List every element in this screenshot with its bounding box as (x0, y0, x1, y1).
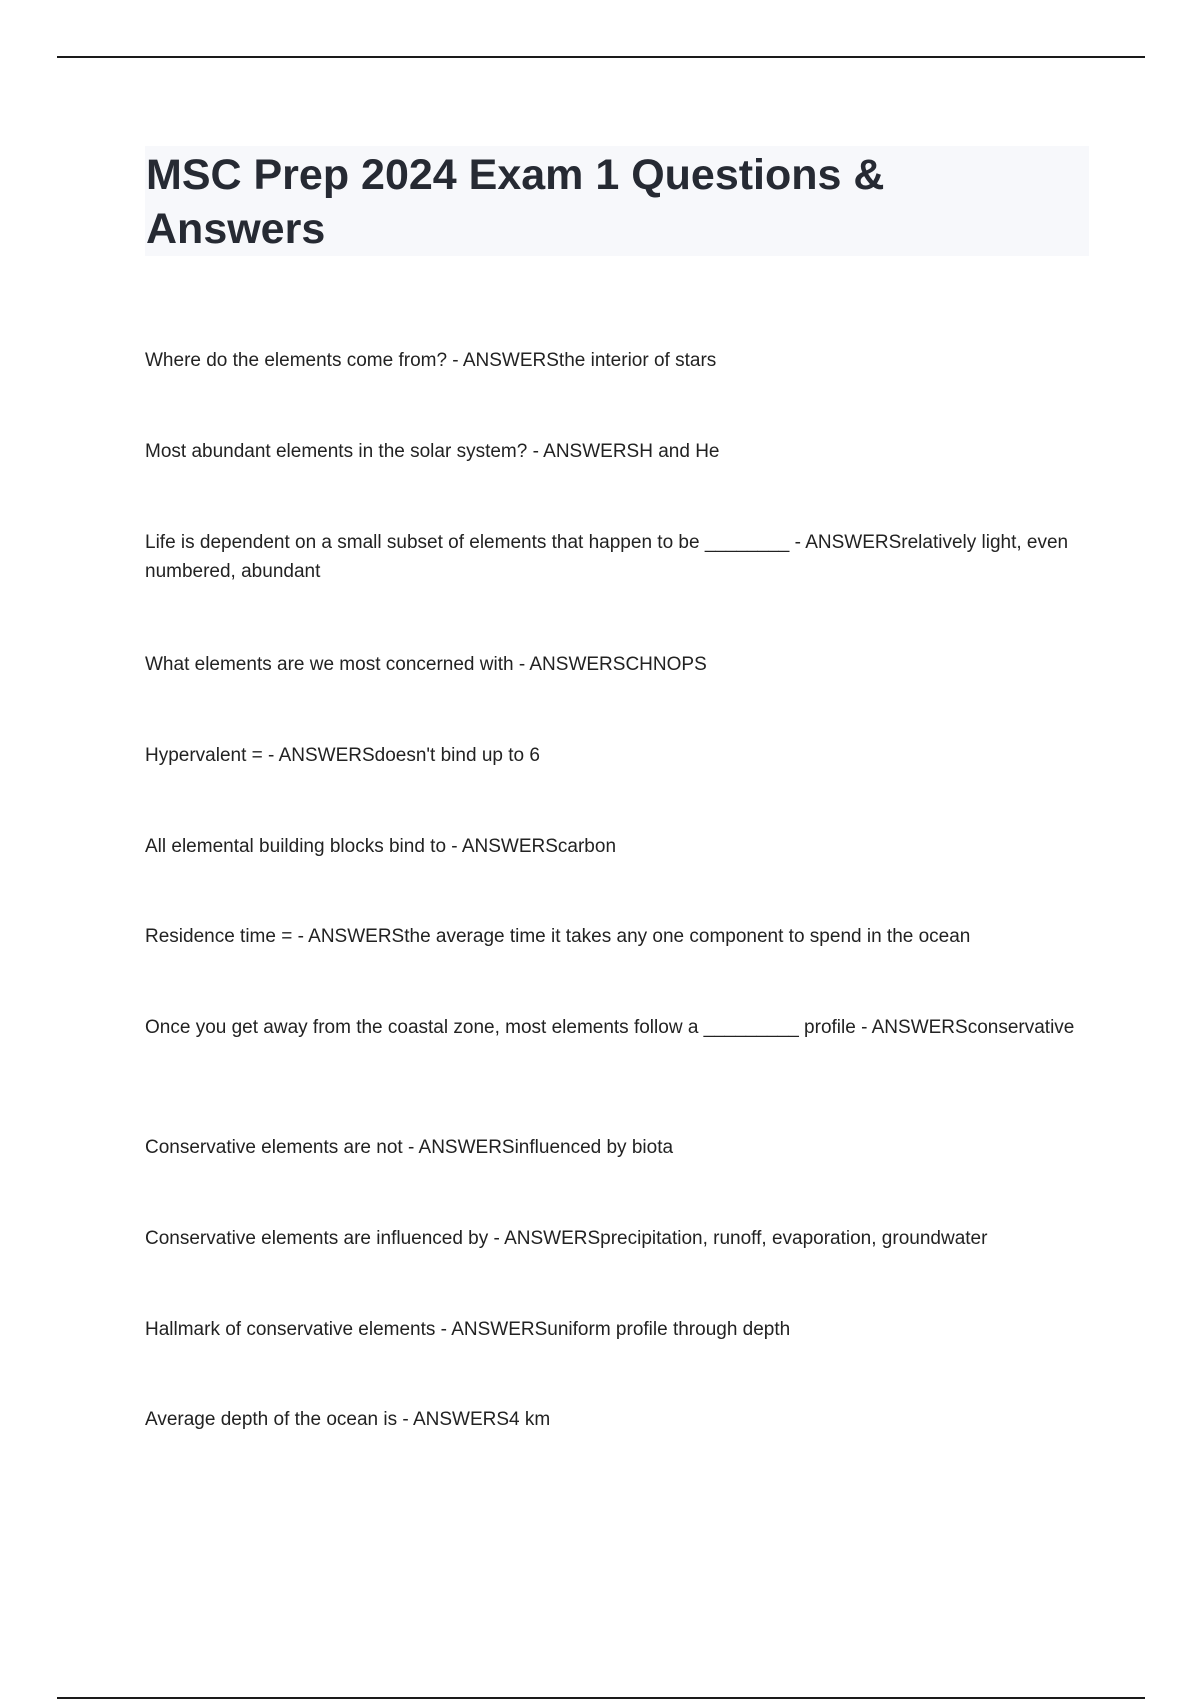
header-rule (57, 56, 1145, 58)
page-title: MSC Prep 2024 Exam 1 Questions & Answers (146, 151, 885, 253)
qa-item: Average depth of the ocean is - ANSWERS4 km (145, 1409, 551, 1430)
qa-item: Conservative elements are not - ANSWERSinfluenced by biota (145, 1137, 674, 1158)
qa-item: Life is dependent on a small subset of elements that happen to be ________ - ANSWERSrelatively light, even numbered, abundant (145, 532, 1069, 582)
qa-item: All elemental building blocks bind to - ANSWERScarbon (145, 836, 617, 857)
qa-item: What elements are we most concerned with - ANSWERSCHNOPS (145, 654, 707, 675)
qa-item: Where do the elements come from? - ANSWERSthe interior of stars (145, 350, 717, 371)
qa-item: Most abundant elements in the solar system? - ANSWERSH and He (145, 441, 720, 462)
qa-item: Once you get away from the coastal zone, most elements follow a _________ profile - ANSWERSconservative (145, 1017, 1075, 1038)
qa-item: Conservative elements are influenced by - ANSWERSprecipitation, runoff, evaporation, groundwater (145, 1228, 988, 1249)
title-banner (145, 146, 1089, 256)
qa-item: Residence time = - ANSWERSthe average time it takes any one component to spend in the ocean (145, 926, 971, 947)
qa-item: Hypervalent = - ANSWERSdoesn't bind up to 6 (145, 745, 540, 766)
footer-rule (57, 1697, 1145, 1699)
qa-item: Hallmark of conservative elements - ANSWERSuniform profile through depth (145, 1319, 791, 1340)
